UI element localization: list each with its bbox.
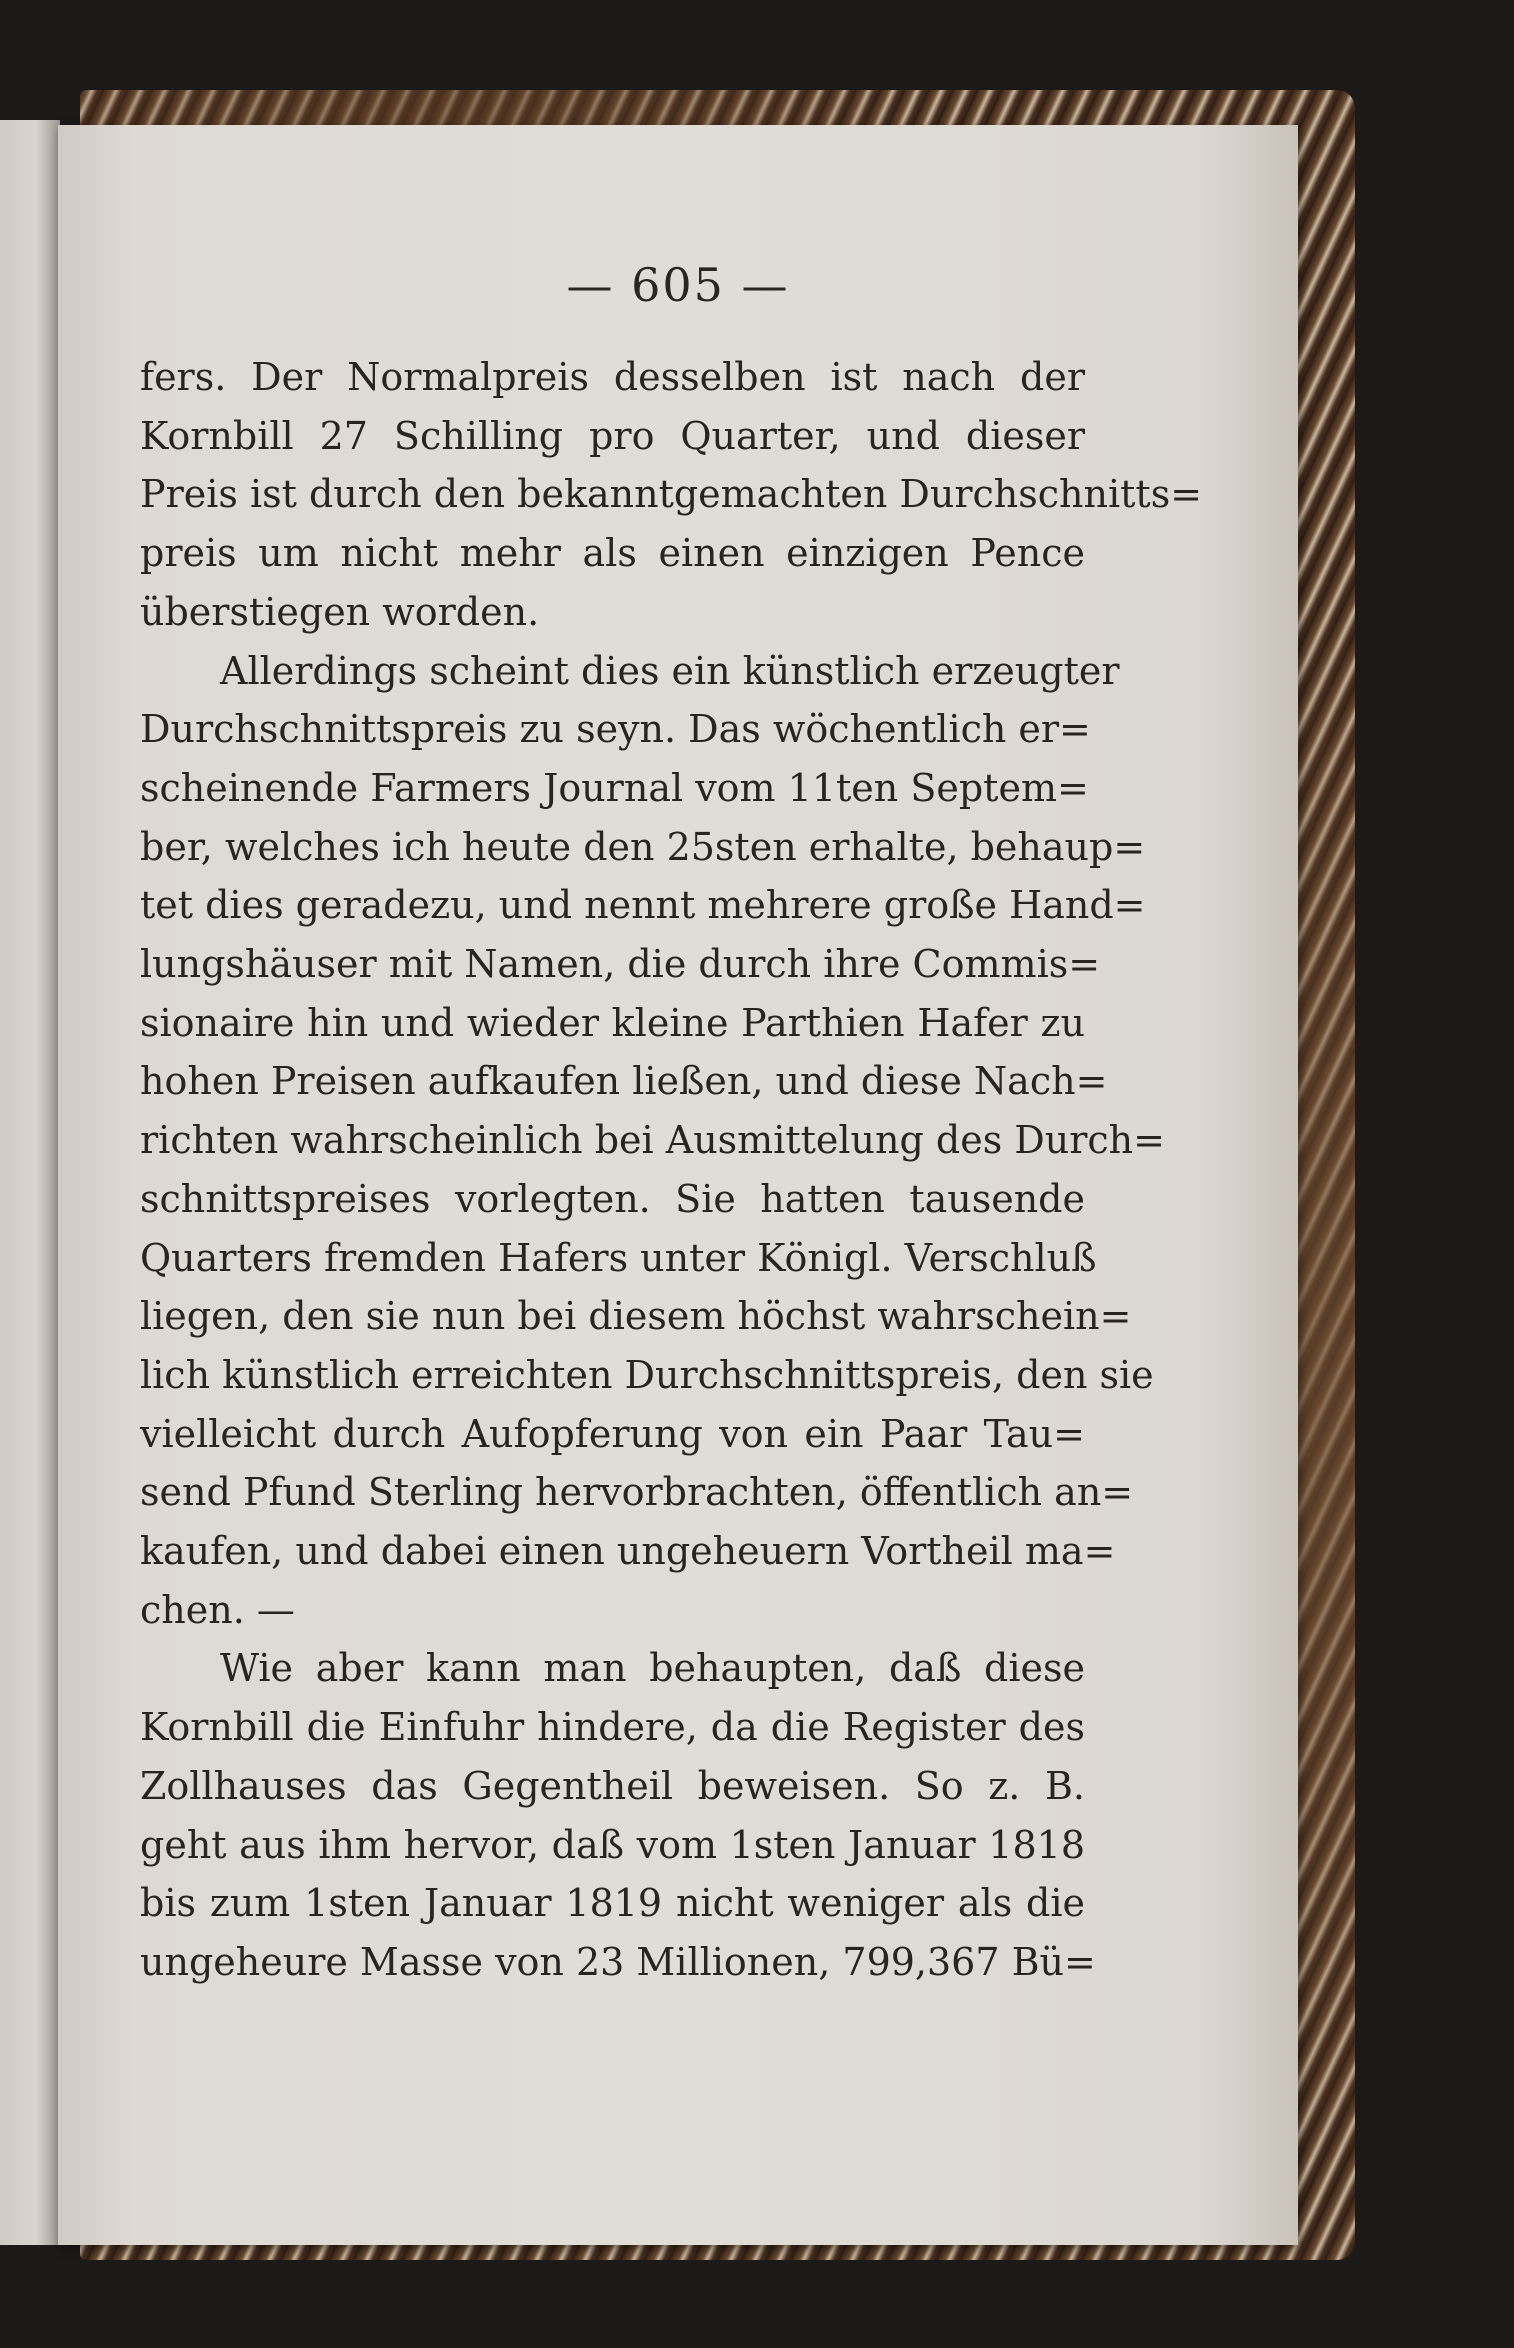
text-line: lungshäuser mit Namen, die durch ihre Commis= <box>140 942 1101 987</box>
facing-page-edge <box>0 120 60 2245</box>
text-line: sionaire hin und wieder kleine Parthien Hafer zu <box>140 1000 1085 1045</box>
text-line: fers. Der Normalpreis desselben ist nach der <box>140 355 1085 399</box>
text-line: Wie aber kann man behaupten, daß diese <box>220 1646 1085 1691</box>
text-line: schnittspreises vorlegten. Sie hatten tausende <box>140 1176 1085 1221</box>
text-line: ber, welches ich heute den 25sten erhalte, behaup= <box>140 824 1146 869</box>
page-number-header: — 605 — <box>566 258 790 312</box>
text-line: Durchschnittspreis zu seyn. Das wöchentlich er= <box>140 707 1091 752</box>
text-line: richten wahrscheinlich bei Ausmittelung des Durch= <box>140 1118 1165 1163</box>
text-line: hohen Preisen aufkaufen ließen, und diese Nach= <box>140 1059 1108 1104</box>
text-line: ungeheure Masse von 23 Millionen, 799,367 Bü= <box>140 1939 1096 1984</box>
text-line: Quarters fremden Hafers unter Königl. Verschluß <box>140 1235 1097 1280</box>
body-text <box>140 348 1203 1992</box>
text-line: chen. — <box>140 1587 295 1632</box>
text-line: tet dies geradezu, und nennt mehrere große Hand= <box>140 883 1146 928</box>
text-line: geht aus ihm hervor, daß vom 1sten Januar 1818 <box>140 1822 1085 1867</box>
text-line: vielleicht durch Aufopferung von ein Paar Tau= <box>140 1411 1085 1456</box>
text-line: Kornbill 27 Schilling pro Quarter, und dieser <box>140 413 1085 458</box>
text-line: kaufen, und dabei einen ungeheuern Vortheil ma= <box>140 1529 1116 1574</box>
text-line: Preis ist durch den bekanntgemachten Durchschnitts= <box>140 472 1203 517</box>
text-line: Zollhauses das Gegentheil beweisen. So z. B. <box>140 1763 1085 1808</box>
text-line: bis zum 1sten Januar 1819 nicht weniger als die <box>140 1881 1085 1926</box>
text-line: Allerdings scheint dies ein künstlich erzeugter <box>220 648 1120 693</box>
text-line: send Pfund Sterling hervorbrachten, öffentlich an= <box>140 1470 1134 1515</box>
text-line: überstiegen worden. <box>140 589 540 634</box>
text-line: Kornbill die Einfuhr hindere, da die Register des <box>140 1705 1085 1750</box>
text-line: scheinende Farmers Journal vom 11ten Septem= <box>140 765 1089 810</box>
text-line: preis um nicht mehr als einen einzigen Pence <box>140 531 1085 576</box>
text-line: lich künstlich erreichten Durchschnittspreis, den sie <box>140 1352 1154 1397</box>
text-line: liegen, den sie nun bei diesem höchst wahrschein= <box>140 1294 1132 1339</box>
